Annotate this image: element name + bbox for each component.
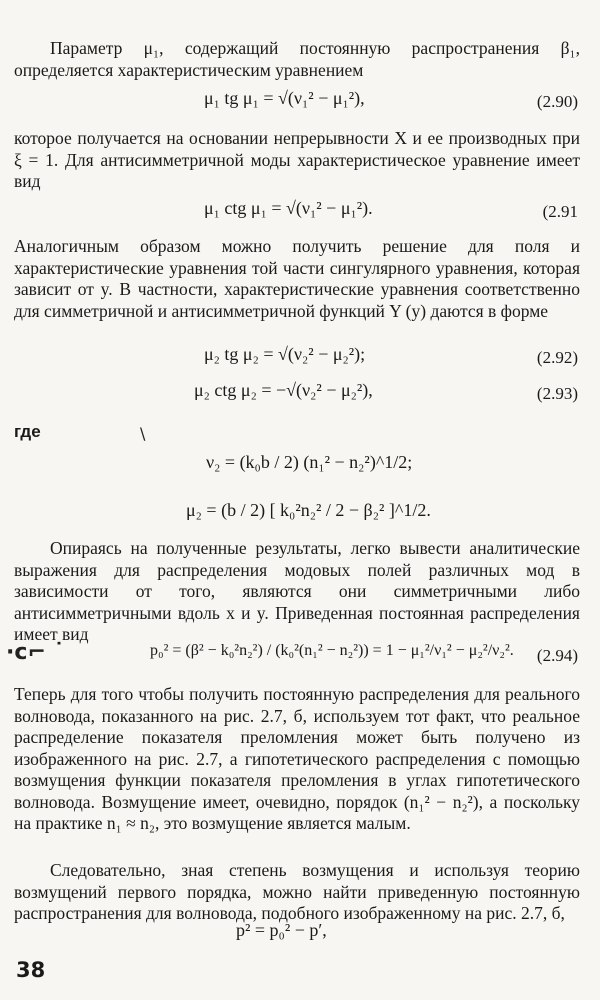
equation-formula: p² = p₀² − p′, [236,920,327,940]
equation-2-93 [0,380,600,410]
equation-formula: ν₂ = (k₀b / 2) (n₁² − n₂²)^1/2; [206,452,413,472]
handwritten-annotation-icon: ·c⌐ ˙ [6,640,65,665]
paragraph-2: которое получается на основании непрерывности X и ее производных при ξ = 1. Для антисимметричной моды характеристическое уравнение имеет вид [14,128,580,191]
equation-2-94 [0,642,600,672]
paragraph-4: Опираясь на полученные результаты, легко вывести аналитические выражения для распределения модовых полей различных мод в зависимости от того, являются они симметричными либо антисимметричными вдоль x и y. Приведенная постоянная распределения имеет вид [14,538,580,644]
equation-number: (2.90) [536,92,578,111]
equation-final [0,920,600,950]
paragraph-6: Следовательно, зная степень возмущения и используя теорию возмущений первого порядка, можно найти приведенную постоянную распространения для волновода, подобного изображенному на рис. 2.7, б, [14,860,580,923]
equation-mu2 [0,500,600,530]
page-number: 38 [16,958,46,982]
equation-formula: μ₁ tg μ₁ = √(ν₁² − μ₁²), [204,88,365,108]
equation-number: (2.93) [536,384,578,403]
equation-nu2 [0,452,600,482]
scan-artifact-mark: \ [140,424,146,443]
equation-number: (2.92) [536,348,578,367]
where-label: где [14,422,41,441]
equation-formula: p₀² = (β² − k₀²n₂²) / (k₀²(n₁² − n₂²)) = 1 − μ₁²/ν₁² − μ₂²/ν₂². [150,642,514,659]
paragraph-5: Теперь для того чтобы получить постоянную распределения для реального волновода, показанного на рис. 2.7, б, используем тот факт, что реальное распределение показателя преломления может быть получено из изображенного на рис. 2.7, а гипотетического распределения с помощью возмущения функции показателя преломления в углах гипотетического волновода. Возмущение имеет, очевидно, порядок (n₁² − n₂²), а поскольку на практике n₁ ≈ n₂, это возмущение является малым. [14,684,580,833]
equation-formula: μ₁ ctg μ₁ = √(ν₁² − μ₁²). [204,198,373,218]
equation-formula: μ₂ = (b / 2) [ k₀²n₂² / 2 − β₂² ]^1/2. [186,500,431,520]
equation-formula: μ₂ tg μ₂ = √(ν₂² − μ₂²); [204,344,366,364]
equation-2-92 [0,344,600,374]
equation-2-90 [0,88,600,118]
equation-number: (2.91 [542,202,578,221]
equation-2-91 [0,198,600,228]
paragraph-3: Аналогичным образом можно получить решение для поля и характеристические уравнения той части сингулярного уравнения, которая зависит от y. В частности, характеристические уравнения соответственно для симметричной и антисимметричной функций Y (y) даются в форме [14,236,580,321]
paragraph-1: Параметр μ₁, содержащий постоянную распространения β₁, определяется характеристическим уравнением [14,38,580,80]
equation-number: (2.94) [536,646,578,665]
equation-formula: μ₂ ctg μ₂ = −√(ν₂² − μ₂²), [194,380,373,400]
